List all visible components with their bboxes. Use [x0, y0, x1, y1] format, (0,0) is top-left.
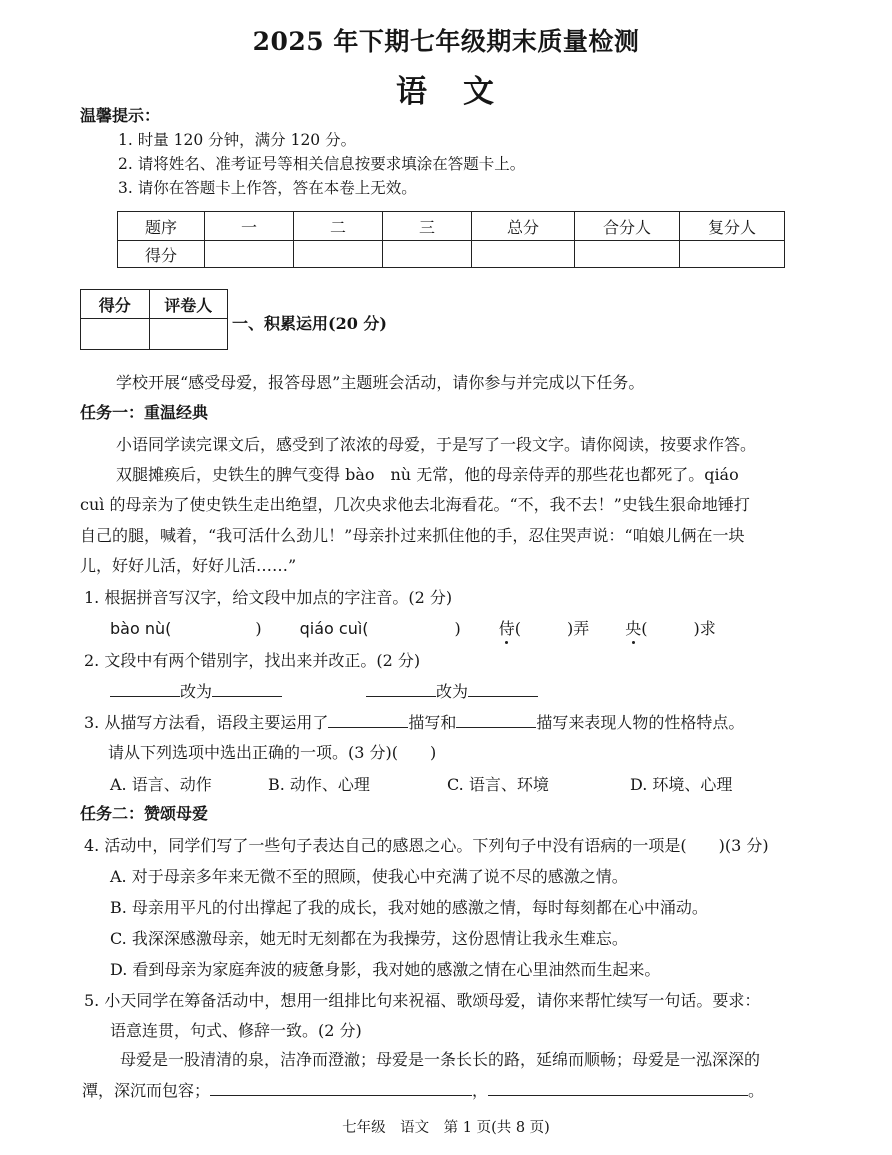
q1-dotted-char-1: 侍	[499, 616, 515, 639]
grader-cell	[149, 319, 227, 350]
page-footer: 七年级 语文 第 1 页(共 8 页)	[342, 1120, 550, 1136]
q5-stem-line: 母爱是一股清清的泉，洁净而澄澈；母爱是一条长长的路，延绵而顺畅；母爱是一泓深深的	[120, 1050, 761, 1069]
score-table-header: 合分人	[575, 212, 680, 241]
score-cell	[472, 241, 575, 268]
q3-line-2: 请从下列选项中选出正确的一项。(3 分)( )	[108, 743, 437, 762]
section-intro: 学校开展“感受母爱，报答母恩”主题班会活动，请你参与并完成以下任务。	[116, 373, 645, 392]
task1-title: 任务一：重温经典	[80, 403, 209, 422]
answer-blank[interactable]	[488, 1079, 748, 1096]
answer-blank[interactable]	[110, 680, 180, 697]
question-5: 5. 小天同学在筹备活动中，想用一组排比句来祝福、歌颂母爱，请你来帮忙续写一句话。要求：	[84, 991, 761, 1010]
task2-title: 任务二：赞颂母爱	[80, 804, 209, 823]
q1-pinyin-1: bào nù(	[110, 619, 172, 638]
q1-answer-row	[110, 616, 716, 639]
q3-text-b: 描写和	[408, 713, 457, 732]
tip-item: 1. 时量 120 分钟，满分 120 分。	[118, 131, 357, 149]
section-title-text: 一、积累运用(20 分)	[232, 314, 387, 333]
score-table-header: 三	[383, 212, 472, 241]
tip-item: 2. 请将姓名、准考证号等相关信息按要求填涂在答题卡上。	[118, 155, 526, 173]
q1-paren-open: (	[514, 619, 522, 638]
score-table-header: 复分人	[680, 212, 785, 241]
q2-change-label: 改为	[436, 682, 469, 701]
score-table-row-label: 得分	[118, 241, 205, 268]
q3-option-d: D. 环境、心理	[630, 775, 733, 794]
answer-blank[interactable]	[366, 680, 436, 697]
score-table-header: 二	[294, 212, 383, 241]
q3-option-b: B. 动作、心理	[268, 775, 370, 794]
answer-blank[interactable]	[212, 680, 282, 697]
answer-blank[interactable]	[468, 680, 538, 697]
score-table-header: 题序	[118, 212, 205, 241]
q5-stem-tail: 潭，深沉而包容；	[82, 1081, 211, 1100]
q1-char2-after: )求	[693, 619, 716, 638]
question-1: 1. 根据拼音写汉字，给文段中加点的字注音。(2 分)	[84, 588, 453, 607]
score-table	[117, 211, 785, 268]
q5-end: 。	[748, 1081, 765, 1100]
tips-heading: 温馨提示：	[80, 106, 161, 125]
subject-title: 语文	[396, 74, 530, 110]
q3-text-c: 描写来表现人物的性格特点。	[536, 713, 745, 732]
q1-dotted-char-2: 央	[625, 616, 641, 639]
passage-line: cuì 的母亲为了使史铁生走出绝望，几次央求他去北海看花。“不，我不去！”史钱生狠命地锤打	[80, 495, 750, 514]
grader-cell	[81, 319, 150, 350]
q5-answer-line	[82, 1078, 764, 1101]
passage-line: 自己的腿，喊着，“我可活什么劲儿！”母亲扑过来抓住他的手，忍住哭声说：“咱娘儿俩在一块	[80, 526, 745, 545]
q4-option-d: D. 看到母亲为家庭奔波的疲惫身影，我对她的感激之情在心里油然而生起来。	[110, 960, 661, 979]
score-table-header: 一	[205, 212, 294, 241]
q4-option-a: A. 对于母亲多年来无微不至的照顾，使我心中充满了说不尽的感激之情。	[110, 867, 628, 886]
question-3	[84, 710, 744, 733]
answer-blank[interactable]	[456, 711, 536, 728]
question-2: 2. 文段中有两个错别字，找出来并改正。(2 分)	[84, 651, 421, 670]
q1-pinyin-2: qiáo cuì(	[299, 619, 369, 638]
question-4: 4. 活动中，同学们写了一些句子表达自己的感恩之心。下列句子中没有语病的一项是( )(3 分)	[84, 836, 769, 855]
answer-blank[interactable]	[210, 1079, 472, 1096]
score-cell	[575, 241, 680, 268]
grader-box	[80, 289, 228, 350]
exam-title: 2025 年下期七年级期末质量检测	[252, 27, 640, 56]
q2-change-label: 改为	[180, 682, 213, 701]
score-cell	[680, 241, 785, 268]
q1-paren-open: (	[641, 619, 648, 638]
tip-item: 3. 请你在答题卡上作答，答在本卷上无效。	[118, 179, 417, 197]
question-5-line-2: 语意连贯，句式、修辞一致。(2 分)	[110, 1021, 362, 1040]
grader-box-header: 评卷人	[149, 290, 227, 319]
passage-line: 儿，好好儿活，好好儿活……”	[80, 556, 297, 575]
q1-char1-after: )弄	[567, 619, 590, 638]
q1-paren-close: )	[454, 619, 461, 638]
answer-blank[interactable]	[328, 711, 408, 728]
q4-option-b: B. 母亲用平凡的付出撑起了我的成长，我对她的感激之情，每时每刻都在心中涌动。	[110, 898, 708, 917]
q5-comma: ，	[472, 1081, 489, 1100]
q3-option-c: C. 语言、环境	[447, 775, 549, 794]
passage-line: 双腿摊痪后，史铁生的脾气变得 bào nù 无常，他的母亲侍弄的那些花也都死了。qiáo	[116, 465, 739, 484]
score-cell	[383, 241, 472, 268]
section-title	[232, 311, 387, 334]
q1-paren-close: )	[255, 619, 262, 638]
q3-option-a: A. 语言、动作	[110, 775, 212, 794]
score-cell	[294, 241, 383, 268]
score-cell	[205, 241, 294, 268]
task1-intro: 小语同学读完课文后，感受到了浓浓的母爱，于是写了一段文字。请你阅读，按要求作答。	[116, 435, 757, 454]
q3-text-a: 3. 从描写方法看，语段主要运用了	[84, 713, 329, 732]
q4-option-c: C. 我深深感激母亲，她无时无刻都在为我操劳，这份恩情让我永生难忘。	[110, 929, 628, 948]
score-table-header: 总分	[472, 212, 575, 241]
q2-answer-row	[110, 679, 538, 702]
grader-box-header: 得分	[81, 290, 150, 319]
